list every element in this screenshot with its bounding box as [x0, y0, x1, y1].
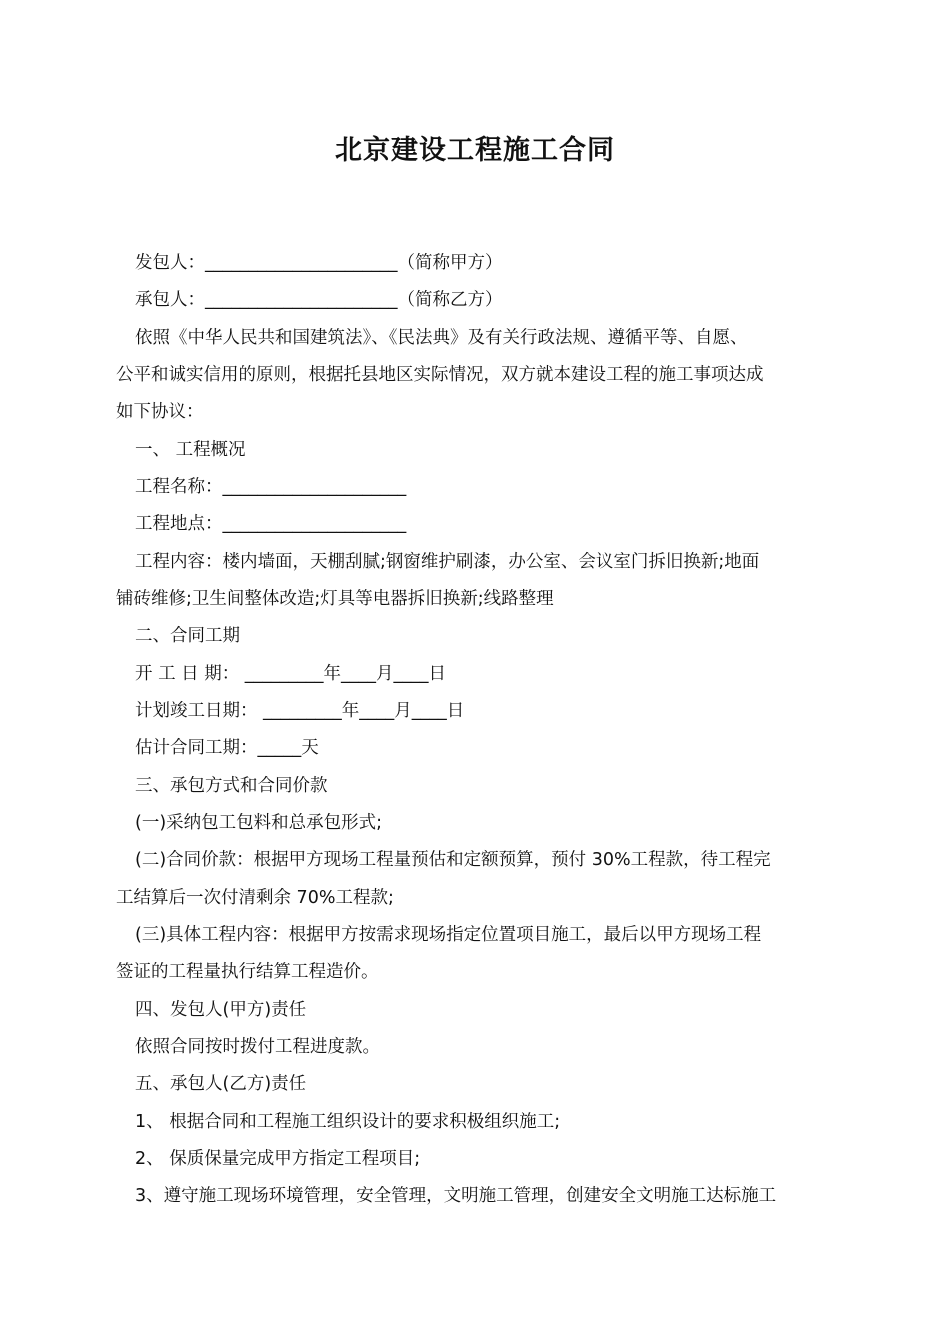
clause-5-1: 1、 根据合同和工程施工组织设计的要求积极组织施工; — [135, 1112, 561, 1132]
section-heading-4: 四、发包人(甲方)责任 — [135, 1000, 307, 1020]
party-b-line: 承包人：______________________（简称乙方） — [135, 290, 503, 310]
section-heading-2: 二、合同工期 — [135, 626, 240, 646]
section-heading-3: 三、承包方式和合同价款 — [135, 776, 328, 796]
clause-3-1: (一)采纳包工包料和总承包形式; — [135, 813, 383, 833]
project-name-line: 工程名称：_____________________ — [135, 477, 407, 497]
project-content-line-1: 工程内容：楼内墙面，天棚刮腻;钢窗维护刷漆，办公室、会议室门拆旧换新;地面 — [135, 552, 760, 572]
preamble-line-2: 公平和诚实信用的原则，根据托县地区实际情况，双方就本建设工程的施工事项达成 — [116, 365, 764, 385]
clause-3-3-line-2: 签证的工程量执行结算工程造价。 — [116, 962, 379, 982]
clause-5-2: 2、 保质保量完成甲方指定工程项目; — [135, 1149, 421, 1169]
clause-5-3: 3、遵守施工现场环境管理，安全管理，文明施工管理，创建安全文明施工达标施工 — [135, 1186, 777, 1206]
section-heading-1: 一、 工程概况 — [135, 440, 246, 460]
clause-3-3-line-1: (三)具体工程内容：根据甲方按需求现场指定位置项目施工，最后以甲方现场工程 — [135, 925, 762, 945]
clause-3-2-line-2: 工结算后一次付清剩余 70%工程款; — [116, 888, 394, 908]
project-location-line: 工程地点：_____________________ — [135, 514, 407, 534]
preamble-line-3: 如下协议： — [116, 402, 204, 422]
document-title: 北京建设工程施工合同 — [335, 135, 615, 166]
clause-4-1: 依照合同按时拨付工程进度款。 — [135, 1037, 380, 1057]
preamble-line-1: 依照《中华人民共和国建筑法》、《民法典》及有关行政法规、遵循平等、自愿、 — [135, 328, 748, 348]
section-heading-5: 五、承包人(乙方)责任 — [135, 1074, 307, 1094]
clause-3-2-line-1: (二)合同价款：根据甲方现场工程量预估和定额预算，预付 30%工程款，待工程完 — [135, 850, 771, 870]
duration-line: 估计合同工期：_____天 — [135, 738, 319, 758]
completion-date-line: 计划竣工日期： _________年____月____日 — [135, 701, 465, 721]
project-content-line-2: 铺砖维修;卫生间整体改造;灯具等电器拆旧换新;线路整理 — [116, 589, 554, 609]
party-a-line: 发包人：______________________（简称甲方） — [135, 253, 503, 273]
start-date-line: 开 工 日 期： _________年____月____日 — [135, 664, 447, 684]
